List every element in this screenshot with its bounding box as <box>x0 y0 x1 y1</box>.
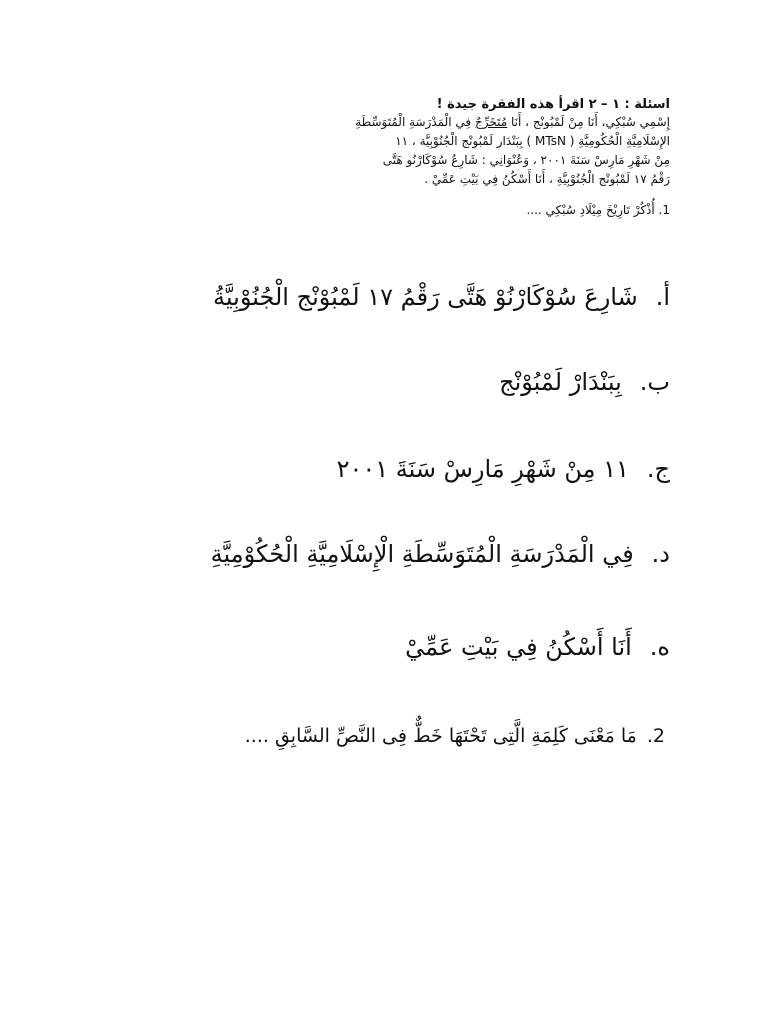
question-number: 2. <box>646 725 665 747</box>
passage-heading: اسئلة : ١ – ٢ اقرأ هذه الفقرة جيدة ! <box>436 97 670 112</box>
underlined-word: مُتَخَرِّجٌ <box>475 115 508 129</box>
passage-line-3: مِنْ شَهْرِ مَارِسْ سَنَةَ ٢٠٠١ ، وَعُنْوَانِي : شَارِعُ سُوْكَارْنُو هَتَّى <box>382 153 670 167</box>
option-letter: ب. <box>639 368 670 396</box>
option-letter: ج. <box>646 455 670 483</box>
answer-option-a <box>213 283 670 311</box>
question-1: 1. أُذْكُرْ تَارِيْخَ مِيْلَادِ سُبْكِي .... <box>526 203 670 217</box>
option-text: أَنَا أَسْكُنُ فِي بَيْتِ عَمِّيْ <box>405 633 632 661</box>
option-letter: أ. <box>655 283 670 311</box>
passage-line-1-end: فِي الْمَدْرَسَةِ الْمُتَوَسِّطَةِ <box>355 115 472 129</box>
question-text: مَا مَعْنَى كَلِمَةِ الَّتِى تَحْتَهَا خَطٌّ فِى النَّصِّ السَّابِقِ .... <box>244 725 637 747</box>
passage-line-2: الإِسْلَامِيَّةِ الْحُكُومِيَّةِ ( MTsN ) بِبَنْدَار لَمْبُونْج الْجُنُوْبِيَّة ، ١١ <box>395 134 670 148</box>
passage-line-1-start: إِسْمِي سُبْكِي، أَنَا مِنْ لَمْبُونْج ، أَنَا <box>511 115 670 129</box>
option-letter: ه. <box>649 633 670 661</box>
reading-passage <box>300 96 670 217</box>
answer-option-d <box>211 540 670 568</box>
option-text: ١١ مِنْ شَهْرِ مَارِسْ سَنَةَ ٢٠٠١ <box>336 455 629 483</box>
answer-option-b <box>499 368 670 396</box>
option-letter: د. <box>651 540 670 568</box>
option-text: شَارِعَ سُوْكَارْنُوْ هَتَّى رَقْمُ ١٧ لَمْبُوْنْج الْجُنُوْبِيَّةُ <box>213 283 638 311</box>
passage-line-4: رَقْمُ ١٧ لَمْبُونْج الْجُنُوْبِيَّةِ ، أَنَا أَسْكُنُ فِي بَيْتِ عَمِّيْ . <box>424 172 670 186</box>
answer-option-e <box>405 633 670 661</box>
option-text: فِي الْمَدْرَسَةِ الْمُتَوَسِّطَةِ الْإِسْلَامِيَّةِ الْحُكُوْمِيَّةِ <box>210 540 634 568</box>
question-2 <box>245 725 665 747</box>
answer-option-c <box>337 455 670 483</box>
option-text: بِبَنْدَارْ لَمْبُوْنْج <box>499 368 622 396</box>
passage-line-1 <box>300 113 670 132</box>
